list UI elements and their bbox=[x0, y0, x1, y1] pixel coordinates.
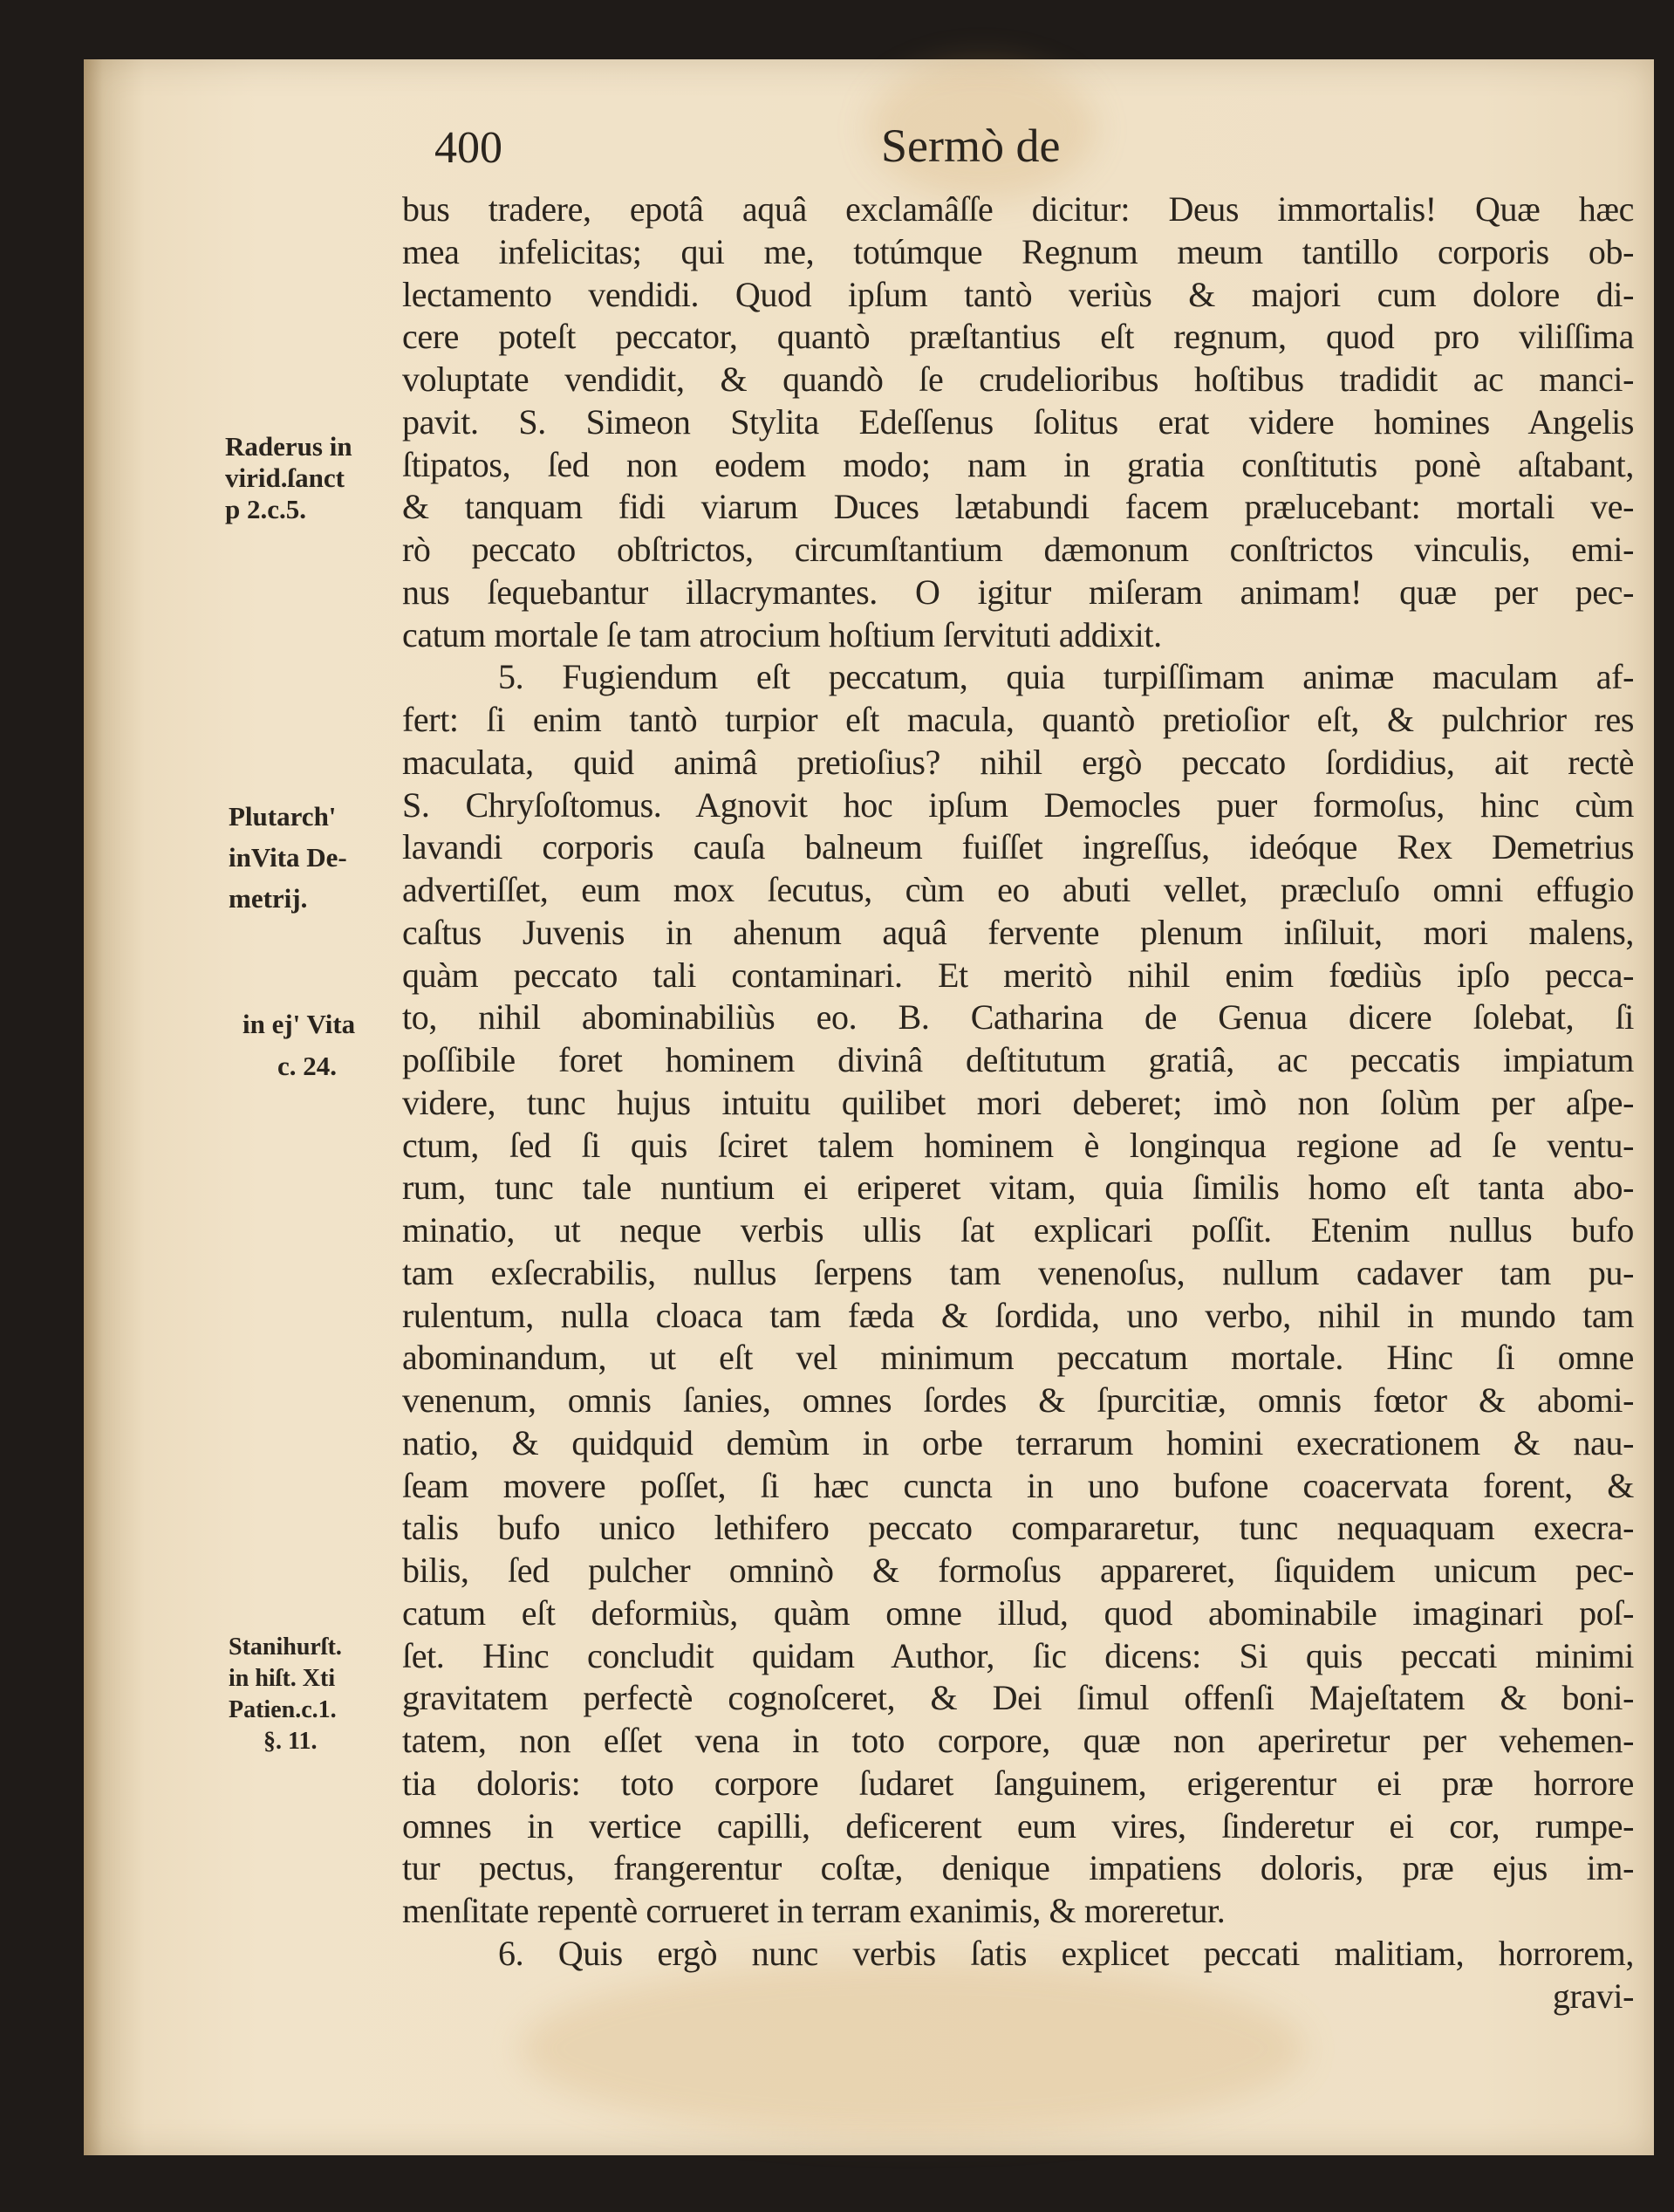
margin-note-line: inVita De- bbox=[229, 842, 347, 873]
main-text bbox=[402, 188, 1634, 2017]
text-line: abominandum, ut eſt vel minimum peccatum mortale. Hinc ſi omne bbox=[402, 1338, 1634, 1378]
text-line: maculata, quid animâ pretioſius? nihil ergò peccato ſordidius, ait rectè bbox=[402, 742, 1634, 782]
text-line: videre, tunc hujus intuitu quilibet mori deberet; imò non ſolùm per aſpe- bbox=[402, 1082, 1634, 1122]
text-line: catum eſt deformiùs, quàm omne illud, quod abominabile imaginari poſ- bbox=[402, 1592, 1634, 1633]
text-line: to, nihil abominabiliùs eo. B. Catharina de Genua dicere ſolebat, ſi bbox=[402, 997, 1634, 1038]
text-line: tur pectus, frangerentur coſtæ, denique impatiens doloris, præ ejus im- bbox=[402, 1848, 1634, 1888]
catchword: gravi- bbox=[1552, 1976, 1634, 2016]
text-line: quàm peccato tali contaminari. Et meritò nihil enim fœdiùs ipſo pecca- bbox=[402, 955, 1634, 995]
text-line: rum, tunc tale nuntium ei eriperet vitam, quia ſimilis homo eſt tanta abo- bbox=[402, 1168, 1634, 1208]
text-line: poſſibile foret hominem divinâ deſtitutum gratiâ, ac peccatis impiatum bbox=[402, 1040, 1634, 1079]
text-line: caſtus Juvenis in ahenum aquâ fervente plenum inſiluit, mori malens, bbox=[402, 912, 1634, 952]
text-line: minatio, ut neque verbis ullis ſat explicari poſſit. Etenim nullus bufo bbox=[402, 1210, 1634, 1250]
text-line: rulentum, nulla cloaca tam fæda & ſordida, uno verbo, nihil in mundo tam bbox=[402, 1295, 1634, 1335]
margin-note-stanihurst bbox=[229, 1632, 342, 1757]
text-line: omnes in vertice capilli, deficerent eum vires, ſinderetur ei cor, rumpe- bbox=[402, 1805, 1634, 1846]
text-line: ſeam movere poſſet, ſi hæc cuncta in uno bufone coacervata forent, & bbox=[402, 1465, 1634, 1505]
margin-note-line: Patien.c.1. bbox=[229, 1696, 337, 1723]
text-line: tam exſecrabilis, nullus ſerpens tam venenoſus, nullum cadaver tam pu- bbox=[402, 1252, 1634, 1292]
text-line: ctum, ſed ſi quis ſciret talem hominem è longinqua regione ad ſe ventu- bbox=[402, 1125, 1634, 1165]
text-line: pavit. S. Simeon Stylita Edeſſenus ſolitus erat videre homines Angelis bbox=[402, 401, 1634, 442]
text-line: rò peccato obſtrictos, circumſtantium dæmonum conſtrictos vinculis, emi- bbox=[402, 530, 1634, 569]
text-line: 6. Quis ergò nunc verbis ſatis explicet peccati malitiam, horrorem, bbox=[498, 1933, 1634, 1973]
text-line: bilis, ſed pulcher omninò & formoſus appareret, ſiquidem unicum pec- bbox=[402, 1551, 1634, 1590]
text-line: advertiſſet, eum mox ſecutus, cùm eo abuti vellet, præcluſo omni effugio bbox=[402, 870, 1634, 909]
margin-note-plutarch bbox=[229, 796, 347, 919]
margin-note-line: c. 24. bbox=[277, 1051, 338, 1081]
text-line: venenum, omnis ſanies, omnes ſordes & ſpurcitiæ, omnis fœtor & abomi- bbox=[402, 1380, 1634, 1420]
margin-note-line: Raderus in bbox=[225, 431, 352, 462]
text-line: nus ſequebantur illacrymantes. O igitur miſeram animam! quæ per pec- bbox=[402, 572, 1634, 612]
margin-note-line: in hiſt. Xti bbox=[229, 1665, 336, 1692]
running-title: Sermò de bbox=[881, 120, 1061, 172]
text-line: 5. Fugiendum eſt peccatum, quia turpiſſimam animæ maculam af- bbox=[498, 657, 1634, 697]
text-line: cere poteſt peccator, quantò præſtantius eſt regnum, quod pro viliſſima bbox=[402, 317, 1634, 357]
text-line: natio, & quidquid demùm in orbe terrarum homini execrationem & nau- bbox=[402, 1422, 1634, 1462]
margin-note-vita bbox=[243, 1003, 355, 1087]
margin-note-line: metrij. bbox=[229, 883, 308, 914]
text-line: ſet. Hinc concludit quidam Author, ſic dicens: Si quis peccati minimi bbox=[402, 1635, 1634, 1675]
text-line: fert: ſi enim tantò turpior eſt macula, quantò pretioſior eſt, & pulchrior res bbox=[402, 700, 1634, 739]
margin-note-line: p 2.c.5. bbox=[225, 494, 306, 524]
text-line: gravitatem perfectè cognoſceret, & Dei ſimul offenſi Majeſtatem & boni- bbox=[402, 1678, 1634, 1718]
page-number: 400 bbox=[434, 123, 502, 173]
margin-note-line: §. 11. bbox=[263, 1728, 318, 1755]
text-line: ſtipatos, ſed non eodem modo; nam in gratia conſtitutis ponè aſtabant, bbox=[402, 444, 1634, 484]
text-line: mea infelicitas; qui me, totúmque Regnum meum tantillo corporis ob- bbox=[402, 231, 1634, 271]
margin-note-line: in ej' Vita bbox=[243, 1009, 356, 1039]
text-line: talis bufo unico lethifero peccato compararetur, tunc nequaquam execra- bbox=[402, 1508, 1634, 1548]
text-line: catum mortale ſe tam atrocium hoſtium ſervituti addixit. bbox=[402, 614, 1162, 654]
text-line: bus tradere, epotâ aquâ exclamâſſe dicitur: Deus immortalis! Quæ hæc bbox=[402, 189, 1634, 229]
text-line: lectamento vendidi. Quod ipſum tantò veriùs & majori cum dolore di- bbox=[402, 274, 1634, 314]
text-line: tatem, non eſſet vena in toto corpore, quæ non aperiretur per vehemen- bbox=[402, 1721, 1634, 1760]
text-line: & tanquam fidi viarum Duces lætabundi facem prælucebant: mortali ve- bbox=[402, 487, 1634, 527]
text-line: tia doloris: toto corpore ſudaret ſanguinem, erigerentur ei præ horrore bbox=[402, 1763, 1634, 1803]
text-line: voluptate vendidit, & quandò ſe crudelioribus hoſtibus tradidit ac manci- bbox=[402, 360, 1634, 399]
margin-note-line: Stanihurſt. bbox=[229, 1633, 342, 1661]
text-line: menſitate repentè corrueret in terram exanimis, & moreretur. bbox=[402, 1891, 1226, 1930]
text-line: S. Chryſoſtomus. Agnovit hoc ipſum Democles puer formoſus, hinc cùm bbox=[402, 784, 1634, 825]
text-line: lavandi corporis cauſa balneum fuiſſet ingreſſus, ideóque Rex Demetrius bbox=[402, 827, 1634, 867]
margin-note-line: virid.ſanct bbox=[225, 462, 345, 493]
margin-note-raderus bbox=[225, 431, 352, 525]
margin-note-line: Plutarch' bbox=[229, 801, 337, 832]
